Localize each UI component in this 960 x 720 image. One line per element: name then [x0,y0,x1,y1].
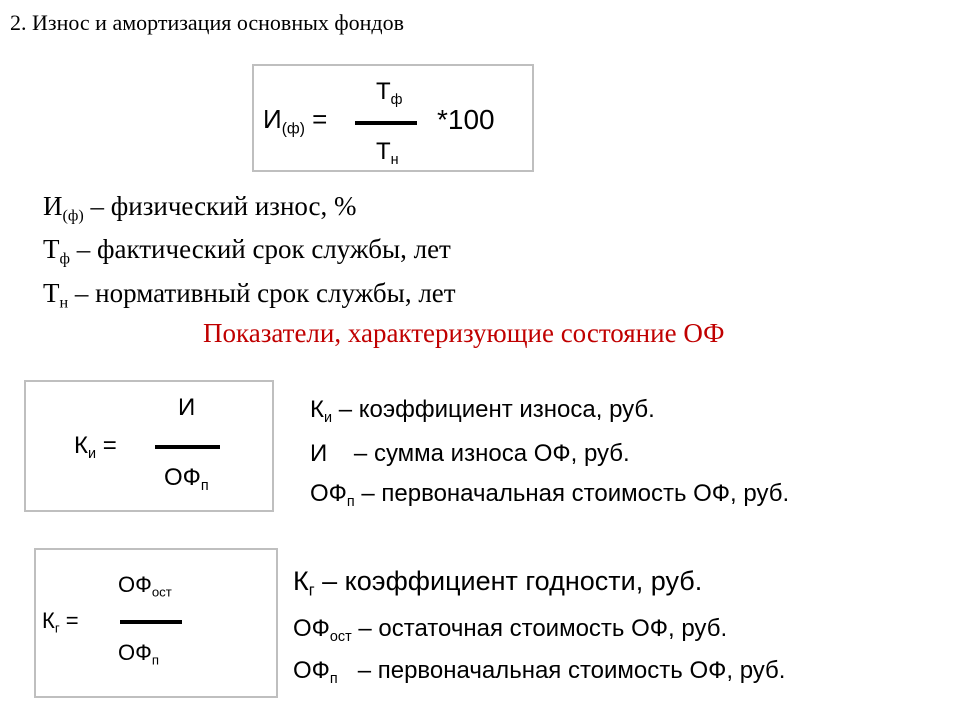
formula3-lhs-subscript: г [54,620,60,636]
formula1-den-symbol: Т [376,138,391,165]
formula3-fraction-bar [120,620,182,624]
legend3-3-text: – первоначальная стоимость ОФ, руб. [337,657,786,684]
formula1-lhs-subscript: (ф) [281,120,305,138]
legend3-3-symbol: ОФ [293,657,330,684]
section-heading: Показатели, характеризующие состояние ОФ [203,318,725,348]
formula3-equals: = [59,608,79,633]
formula3-num-subscript: ост [151,584,172,600]
legend2-2-text: – сумма износа ОФ, руб. [327,440,630,467]
legend1-line-2 [43,234,451,269]
formula2-denominator [164,464,209,494]
legend3-2-text: – остаточная стоимость ОФ, руб. [351,615,728,642]
formula3-lhs-symbol: К [42,608,55,633]
formula1-num-symbol: Т [376,78,391,105]
formula3-numerator [118,572,172,600]
legend3-line-1 [293,566,702,601]
legend3-2-subscript: ост [329,629,352,646]
legend3-2-symbol: ОФ [293,615,330,642]
formula3-denominator [118,640,159,668]
formula2-fraction-bar [155,445,220,449]
legend1-1-subscript: (ф) [62,206,84,225]
formula-box-wear-coefficient [24,380,274,512]
formula1-fraction-bar [355,121,417,125]
formula2-den-subscript: п [200,478,209,495]
formula2-lhs-symbol: К [74,432,88,459]
formula1-den-subscript: н [390,152,399,169]
legend2-3-text: – первоначальная стоимость ОФ, руб. [354,480,790,507]
legend1-1-text: – физический износ, % [83,191,357,221]
formula3-den-subscript: п [151,652,159,668]
formula2-lhs [74,432,117,462]
formula3-lhs [42,608,79,636]
formula3-num-symbol: ОФ [118,572,152,597]
formula3-den-symbol: ОФ [118,640,152,665]
formula1-lhs [263,104,327,138]
legend3-1-text: – коэффициент годности, руб. [314,566,703,596]
legend2-line-2 [310,440,630,468]
legend1-3-subscript: н [59,293,69,312]
formula1-denominator [376,138,399,168]
formula1-num-subscript: ф [390,92,403,109]
legend1-2-subscript: ф [59,249,70,268]
legend1-2-text: – фактический срок службы, лет [70,234,451,264]
legend1-line-1 [43,191,357,226]
legend1-line-3 [43,278,456,313]
legend3-line-3 [293,657,785,687]
legend3-line-2 [293,615,727,645]
legend2-1-text: – коэффициент износа, руб. [332,396,655,423]
legend1-1-symbol: И [43,191,63,221]
page-title: 2. Износ и амортизация основных фондов [10,10,404,35]
formula2-numerator: И [178,394,196,421]
legend2-line-3 [310,480,789,510]
legend2-1-symbol: К [310,396,324,423]
legend2-3-subscript: п [346,494,355,511]
legend2-3-symbol: ОФ [310,480,347,507]
formula1-equals: = [304,104,328,134]
legend2-1-subscript: и [323,410,333,427]
formula1-numerator [376,78,403,108]
formula2-equals: = [96,432,117,459]
legend3-1-symbol: К [293,566,309,596]
formula1-multiplier: *100 [437,104,495,135]
legend1-3-symbol: Т [43,278,60,308]
legend1-2-symbol: Т [43,234,60,264]
legend2-2-symbol: И [310,440,328,467]
formula1-lhs-symbol: И [263,104,282,134]
formula2-lhs-subscript: и [87,446,97,463]
legend1-3-text: – нормативный срок службы, лет [68,278,456,308]
formula2-den-symbol: ОФ [164,464,201,491]
legend2-line-1 [310,396,655,426]
legend3-1-subscript: г [308,581,315,600]
legend3-3-subscript: п [329,671,338,688]
